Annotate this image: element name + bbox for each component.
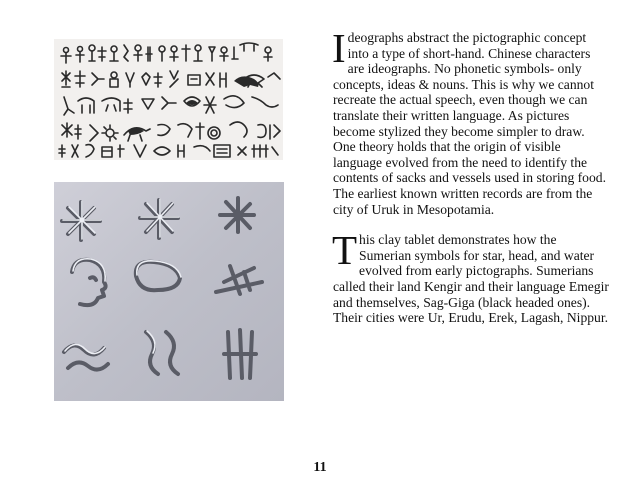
pictograph-glyphs-icon: [54, 39, 283, 160]
drop-cap: T: [332, 227, 358, 274]
drop-cap: I: [332, 25, 346, 71]
glyph-row-4: [62, 122, 280, 141]
clay-tablet-icon: [54, 182, 284, 401]
glyph-row-2: [62, 71, 280, 87]
paragraph-text: deographs abstract the pictographic concept into a type of short-hand. Chinese characters are ideographs. No phonetic symbols- only concepts, ideas & nouns. This is why we cannot recreate the actual speech, even though we can translate their written language. As pictures become stylized they become simpler to draw. One theory holds that the origin of visible language evolved from the need to identify the contents of sacks and vessels used in storing food. The earliest known written records are from the city of Uruk in Mesopotamia.: [333, 30, 606, 217]
paragraph-ideographs: [332, 25, 609, 217]
paragraph-text: his clay tablet demonstrates how the Sumerian symbols for star, head, and water evolved from early pictographs. Sumerians called their land Kengir and their language Emegir and themselves, Sag-Giga (black headed ones). Their cities were Ur, Erudu, Erek, Lagash, Nippur.: [333, 232, 609, 326]
text-column: [332, 25, 609, 326]
glyph-row-3: [64, 96, 278, 115]
clay-tablet-figure: [54, 182, 284, 401]
paragraph-clay-tablet: [332, 227, 609, 326]
glyph-row-5: [59, 145, 278, 158]
pictograph-figure: [54, 39, 283, 160]
glyph-row-1: [61, 43, 272, 63]
page-number: 11: [313, 460, 327, 475]
